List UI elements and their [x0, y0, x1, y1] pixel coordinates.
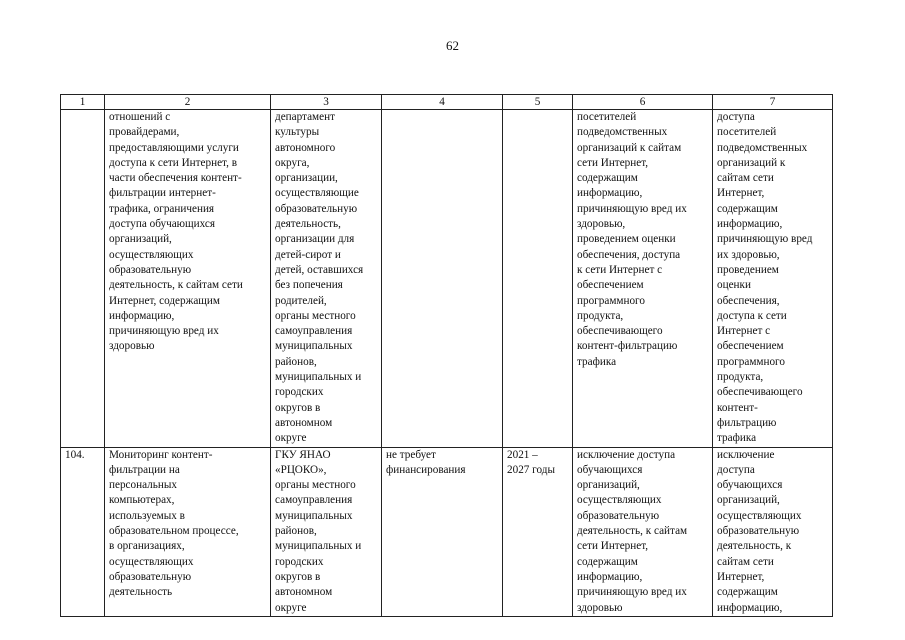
cell-line: сайтам сети [717, 555, 774, 568]
cell-line: организаций к сайтам [577, 141, 682, 154]
cell-line: программного [717, 355, 785, 368]
cell-line: информацию, [717, 601, 783, 614]
cell-line: контент-фильтрацию [577, 340, 678, 353]
cell-line: деятельность [109, 586, 173, 599]
cell-line: компьютерах, [109, 494, 175, 507]
cell-line: образовательную [717, 525, 800, 538]
cell-line: обеспечения, [717, 294, 780, 307]
cell-col-4 [382, 110, 503, 448]
cell-line: подведомственных [577, 126, 668, 139]
cell-line: информацию, [109, 309, 175, 322]
cell-line: доступа [717, 111, 755, 123]
cell-line: причиняющую вред их [577, 586, 687, 599]
cell-line: финансирования [386, 463, 466, 476]
cell-line: фильтрации на [109, 463, 180, 476]
cell-line: обеспечением [577, 279, 644, 292]
header-col-6: 6 [573, 95, 713, 110]
cell-line: сети Интернет, [577, 540, 649, 553]
cell-col-5 [503, 110, 573, 448]
cell-line: автономном [275, 416, 333, 429]
cell-line: Интернет, [717, 570, 765, 583]
cell-line: посетителей [577, 111, 637, 123]
cell-line: здоровью [109, 340, 155, 353]
cell-line: муниципальных [275, 509, 353, 522]
cell-col-6 [573, 110, 713, 448]
cell-line: обучающихся [717, 479, 783, 492]
cell-line: содержащим [717, 202, 778, 215]
cell-line: их здоровью, [717, 248, 780, 261]
cell-line: автономном [275, 586, 333, 599]
header-col-4: 4 [382, 95, 503, 110]
cell-col-5 [503, 447, 573, 616]
cell-line: доступа обучающихся [109, 218, 216, 231]
cell-line: продукта, [577, 309, 624, 322]
cell-line: районов, [275, 525, 317, 538]
cell-col-2 [105, 447, 271, 616]
header-col-7: 7 [713, 95, 833, 110]
cell-line: осуществляющих [109, 248, 194, 261]
cell-line: муниципальных и [275, 540, 362, 553]
cell-line: программного [577, 294, 645, 307]
cell-line: продукта, [717, 371, 764, 384]
cell-line: осуществляющих [717, 509, 802, 522]
header-col-5: 5 [503, 95, 573, 110]
cell-line: подведомственных [717, 141, 808, 154]
cell-line: проведением оценки [577, 233, 676, 246]
cell-line: организаций, [577, 479, 640, 492]
cell-line: районов, [275, 355, 317, 368]
cell-line: трафика [577, 355, 617, 368]
cell-line: персональных [109, 479, 177, 492]
cell-line: сети Интернет, [577, 156, 649, 169]
cell-line: самоуправления [275, 494, 353, 507]
cell-line: проведением [717, 263, 779, 276]
cell-line: образовательную [109, 570, 192, 583]
cell-line: деятельность, к [717, 540, 792, 553]
cell-line: здоровью, [577, 218, 626, 231]
cell-line: 2027 годы [507, 463, 555, 476]
cell-line: департамент [275, 111, 335, 123]
cell-line: округе [275, 601, 307, 614]
cell-col-4 [382, 447, 503, 616]
cell-line: организации, [275, 172, 338, 185]
cell-line: причиняющую вред их [109, 325, 219, 338]
cell-line: используемых в [109, 509, 185, 522]
cell-line: фильтрации интернет- [109, 187, 216, 200]
cell-line: детей-сирот и [275, 248, 341, 261]
measures-table [60, 94, 833, 617]
cell-line: информацию, [717, 218, 783, 231]
cell-line: органы местного [275, 479, 356, 492]
cell-line: осуществляющих [577, 494, 662, 507]
cell-line: информацию, [577, 187, 643, 200]
page-number: 62 [446, 38, 459, 53]
cell-line: осуществляющих [109, 555, 194, 568]
cell-line: причиняющую вред [717, 233, 813, 246]
cell-line: округе [275, 432, 307, 445]
cell-line: организаций, [717, 494, 780, 507]
cell-line: доступа к сети [717, 309, 787, 322]
cell-line: причиняющую вред их [577, 202, 687, 215]
cell-line: содержащим [717, 586, 778, 599]
cell-line: округа, [275, 156, 310, 169]
cell-line: в организациях, [109, 540, 185, 553]
cell-line: провайдерами, [109, 126, 180, 139]
cell-line: организаций, [109, 233, 172, 246]
cell-line: Мониторинг контент- [109, 448, 213, 461]
cell-line: трафика, ограничения [109, 202, 215, 215]
cell-line: обучающихся [577, 463, 643, 476]
table-row [61, 447, 833, 616]
cell-line: содержащим [577, 555, 638, 568]
cell-line: части обеспечения контент- [109, 172, 242, 185]
cell-col-3 [271, 447, 382, 616]
header-col-3: 3 [271, 95, 382, 110]
cell-line: муниципальных [275, 340, 353, 353]
header-col-2: 2 [105, 95, 271, 110]
cell-line: Интернет, содержащим [109, 294, 220, 307]
header-col-1: 1 [61, 95, 105, 110]
cell-line: обеспечением [717, 340, 784, 353]
cell-line: осуществляющие [275, 187, 359, 200]
table-body [61, 110, 833, 617]
cell-col-7 [713, 447, 833, 616]
cell-line: городских [275, 555, 324, 568]
cell-line: Интернет с [717, 325, 771, 338]
cell-line: культуры [275, 126, 320, 139]
cell-line: фильтрацию [717, 416, 777, 429]
cell-line: к сети Интернет с [577, 263, 663, 276]
cell-line: трафика [717, 432, 757, 445]
cell-col-6 [573, 447, 713, 616]
cell-line: образовательную [109, 263, 192, 276]
cell-line: обеспечения, доступа [577, 248, 681, 261]
cell-line: образовательном процессе, [109, 525, 239, 538]
table-row [61, 110, 833, 448]
cell-line: сайтам сети [717, 172, 774, 185]
cell-line: «РЦОКО», [275, 463, 327, 476]
cell-line: содержащим [577, 172, 638, 185]
cell-line: здоровью [577, 601, 623, 614]
cell-line: городских [275, 386, 324, 399]
cell-line: доступа к сети Интернет, в [109, 156, 237, 169]
cell-line: деятельность, [275, 218, 341, 231]
cell-line: контент- [717, 401, 758, 414]
cell-line: обеспечивающего [717, 386, 803, 399]
cell-line: муниципальных и [275, 371, 362, 384]
cell-line: исключение [717, 448, 775, 461]
cell-line: информацию, [577, 570, 643, 583]
cell-line: не требует [386, 448, 436, 461]
cell-line: без попечения [275, 279, 343, 292]
cell-line: предоставляющими услуги [109, 141, 239, 154]
cell-line: родителей, [275, 294, 327, 307]
cell-col-2 [105, 110, 271, 448]
cell-line: посетителей [717, 126, 777, 139]
cell-line: доступа [717, 463, 755, 476]
cell-line: организаций к [717, 156, 786, 169]
cell-line: деятельность, к сайтам [577, 525, 688, 538]
cell-line: органы местного [275, 309, 356, 322]
header-row [61, 95, 833, 110]
cell-line: оценки [717, 279, 751, 292]
cell-line: деятельность, к сайтам сети [109, 279, 243, 292]
row-number-cell [61, 110, 105, 448]
cell-line: самоуправления [275, 325, 353, 338]
cell-line: округов в [275, 401, 321, 414]
cell-line: автономного [275, 141, 336, 154]
row-number-cell: 104. [61, 447, 105, 616]
cell-line: исключение доступа [577, 448, 676, 461]
cell-line: округов в [275, 570, 321, 583]
cell-line: 2021 – [507, 448, 538, 461]
cell-line: Интернет, [717, 187, 765, 200]
cell-line: детей, оставшихся [275, 263, 364, 276]
cell-line: отношений с [109, 111, 171, 123]
cell-line: обеспечивающего [577, 325, 663, 338]
cell-col-7 [713, 110, 833, 448]
cell-col-3 [271, 110, 382, 448]
cell-line: образовательную [275, 202, 358, 215]
cell-line: ГКУ ЯНАО [275, 448, 331, 461]
cell-line: образовательную [577, 509, 660, 522]
cell-line: организации для [275, 233, 355, 246]
